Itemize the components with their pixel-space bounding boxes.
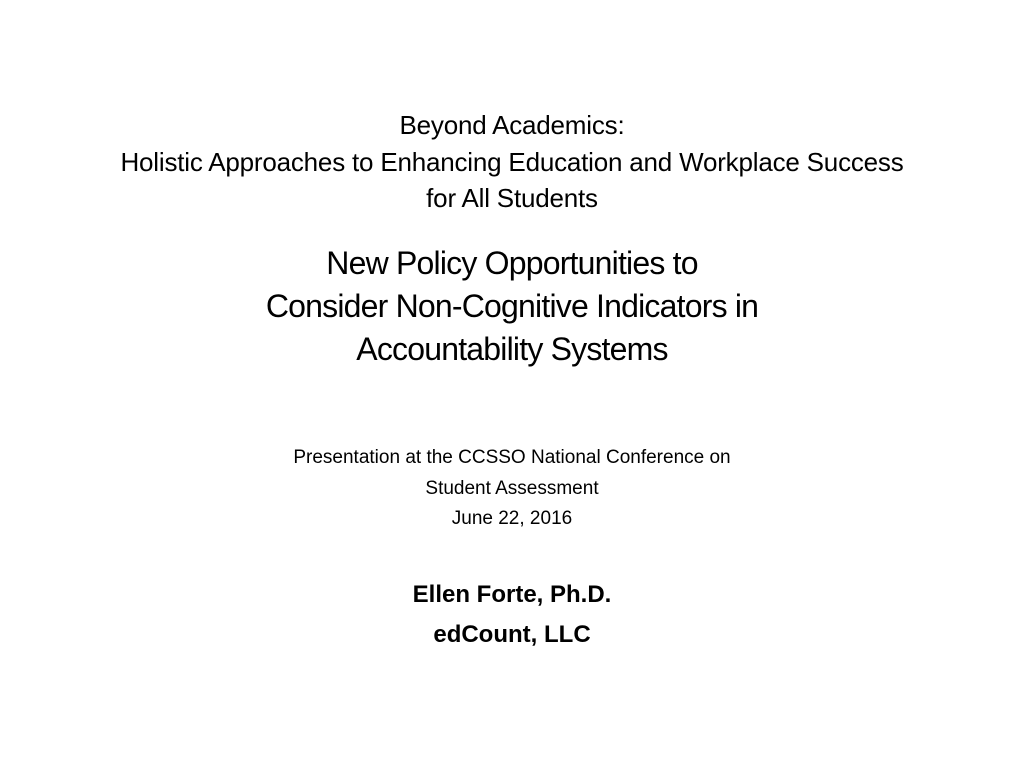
title-line-1: New Policy Opportunities to: [326, 245, 698, 281]
presentation-line-2: Student Assessment: [425, 478, 599, 499]
title-line-2: Consider Non-Cognitive Indicators in: [265, 288, 759, 324]
subtitle-line-2: Holistic Approaches to Enhancing Education and Workplace Success: [120, 147, 904, 177]
title-line-3: Accountability Systems: [356, 331, 668, 367]
author-organization: edCount, LLC: [433, 621, 591, 648]
subtitle-line-1: Beyond Academics:: [399, 110, 625, 140]
presentation-date: June 22, 2016: [451, 508, 573, 529]
presentation-line-1: Presentation at the CCSSO National Conference on: [293, 447, 731, 468]
author-name: Ellen Forte, Ph.D.: [412, 581, 612, 608]
subtitle-line-3: for All Students: [426, 183, 598, 213]
